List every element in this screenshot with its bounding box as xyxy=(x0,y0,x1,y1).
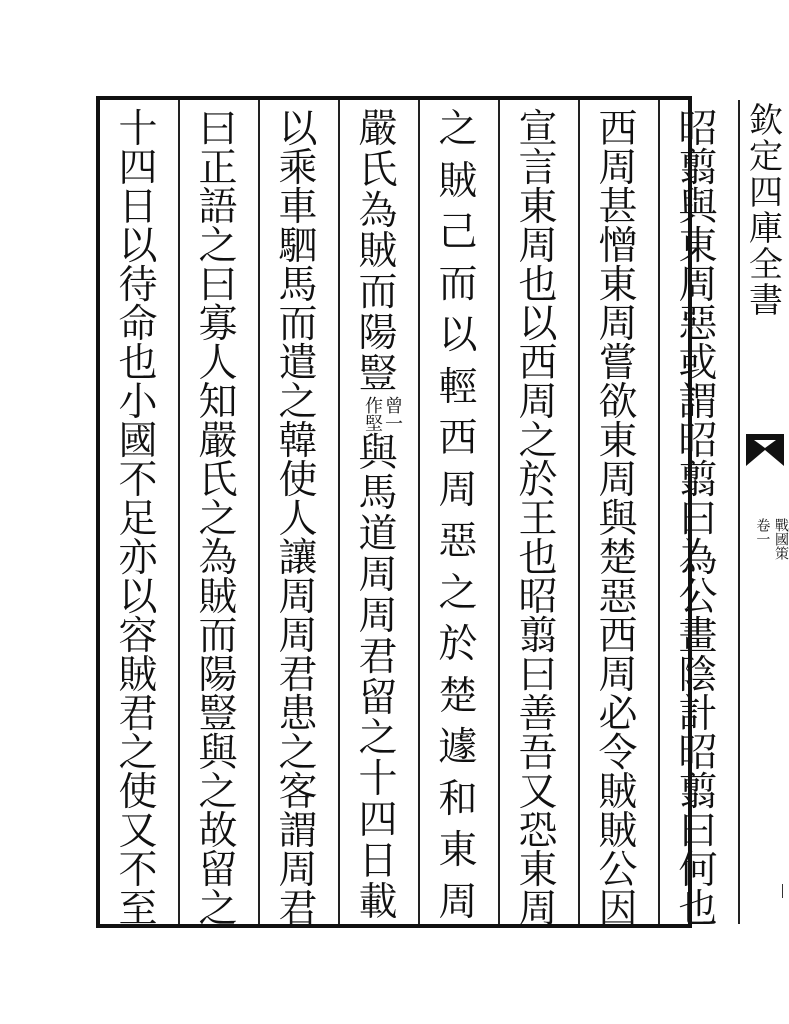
text-char: 命 xyxy=(118,302,158,347)
margin-book-name: 戰國策 xyxy=(773,518,789,560)
text-char: 之 xyxy=(278,731,318,776)
text-char: 四 xyxy=(358,798,398,844)
text-char: 西 xyxy=(598,107,638,152)
text-char: 寡 xyxy=(198,302,238,347)
text-char: 東 xyxy=(598,419,638,464)
text-char: 惡 xyxy=(678,302,718,347)
text-char: 至 xyxy=(118,887,158,932)
text-char: 之 xyxy=(518,419,558,464)
text-char: 賊 xyxy=(198,575,238,620)
text-char: 曰 xyxy=(678,809,718,854)
text-char: 東 xyxy=(518,848,558,893)
text-char: 陰 xyxy=(678,653,718,698)
text-char: 嚴 xyxy=(358,107,398,152)
text-char: 道 xyxy=(358,512,398,558)
margin-juan: 卷一 xyxy=(754,518,771,546)
text-char: 昭 xyxy=(678,419,718,464)
text-char: 不 xyxy=(118,848,158,893)
text-char: 翦 xyxy=(678,146,718,191)
text-char: 嘗 xyxy=(598,341,638,386)
text-char: 正 xyxy=(198,146,238,191)
text-char: 之 xyxy=(438,107,478,152)
text-char: 容 xyxy=(118,614,158,659)
margin-title-char: 庫 xyxy=(749,209,783,249)
text-char: 也 xyxy=(118,341,158,386)
text-char: 語 xyxy=(198,185,238,230)
text-column xyxy=(110,107,166,932)
text-char: 與 xyxy=(198,731,238,776)
interlinear-note xyxy=(355,396,401,432)
text-char: 氏 xyxy=(198,458,238,503)
book-series-title xyxy=(748,101,784,321)
text-char: 惡 xyxy=(598,575,638,620)
text-char: 為 xyxy=(358,188,398,234)
text-char: 也 xyxy=(518,536,558,581)
text-char: 欲 xyxy=(598,380,638,425)
text-char: 乘 xyxy=(278,146,318,191)
text-char: 四 xyxy=(118,146,158,191)
column-rule xyxy=(578,100,580,924)
text-char: 而 xyxy=(198,614,238,659)
text-char: 馬 xyxy=(358,471,398,517)
text-char: 謂 xyxy=(278,809,318,854)
text-char: 曰 xyxy=(198,107,238,152)
text-char: 周 xyxy=(358,593,398,639)
text-char: 曰 xyxy=(678,497,718,542)
text-char: 君 xyxy=(358,634,398,680)
text-char: 十 xyxy=(118,107,158,152)
text-char: 公 xyxy=(678,575,718,620)
text-char: 為 xyxy=(198,536,238,581)
text-char: 遽 xyxy=(438,725,478,771)
text-char: 也 xyxy=(678,887,718,932)
text-char: 憎 xyxy=(598,224,638,269)
text-char: 恐 xyxy=(518,809,558,854)
text-char: 留 xyxy=(198,848,238,893)
fishtail-mark-icon xyxy=(744,430,786,470)
text-char: 宣 xyxy=(518,107,558,152)
text-char: 周 xyxy=(598,458,638,503)
text-char: 吾 xyxy=(518,731,558,776)
column-rule xyxy=(258,100,260,924)
margin-column xyxy=(742,100,788,924)
text-char: 待 xyxy=(118,263,158,308)
text-char: 駟 xyxy=(278,224,318,269)
text-char: 甚 xyxy=(598,185,638,230)
text-char: 東 xyxy=(598,263,638,308)
text-char: 足 xyxy=(118,497,158,542)
column-rule xyxy=(738,100,740,924)
text-char: 惡 xyxy=(438,519,478,565)
text-char: 嚴 xyxy=(198,419,238,464)
text-char: 周 xyxy=(438,879,478,925)
text-char: 畫 xyxy=(678,614,718,659)
text-char: 以 xyxy=(118,575,158,620)
text-char: 而 xyxy=(438,261,478,307)
text-char: 昭 xyxy=(518,575,558,620)
text-char: 何 xyxy=(678,848,718,893)
text-char: 之 xyxy=(358,716,398,762)
text-char: 氏 xyxy=(358,147,398,193)
text-char: 賊 xyxy=(358,229,398,275)
text-char: 周 xyxy=(518,224,558,269)
text-char: 使 xyxy=(278,458,318,503)
text-char: 昭 xyxy=(678,731,718,776)
text-char: 君 xyxy=(118,692,158,737)
text-char: 翦 xyxy=(518,614,558,659)
text-char: 東 xyxy=(678,224,718,269)
text-char: 西 xyxy=(518,341,558,386)
text-column xyxy=(670,107,726,932)
text-char: 周 xyxy=(598,302,638,347)
text-char: 國 xyxy=(118,419,158,464)
text-char: 周 xyxy=(358,553,398,599)
note-line: 曾一 xyxy=(382,395,403,432)
text-char: 患 xyxy=(278,692,318,737)
text-char: 曰 xyxy=(518,653,558,698)
text-column xyxy=(190,107,246,932)
text-char: 周 xyxy=(518,380,558,425)
text-char: 於 xyxy=(438,622,478,668)
text-char: 載 xyxy=(358,879,398,925)
text-char: 亦 xyxy=(118,536,158,581)
text-char: 周 xyxy=(518,887,558,932)
text-char: 周 xyxy=(278,848,318,893)
text-char: 十 xyxy=(358,757,398,803)
text-char: 留 xyxy=(358,675,398,721)
text-char: 之 xyxy=(198,770,238,815)
text-char: 豎 xyxy=(198,692,238,737)
text-char: 故 xyxy=(198,809,238,854)
text-char: 遣 xyxy=(278,341,318,386)
text-char: 車 xyxy=(278,185,318,230)
text-char: 與 xyxy=(358,430,398,476)
margin-title-char: 四 xyxy=(749,173,783,213)
column-rule xyxy=(178,100,180,924)
text-char: 周 xyxy=(278,614,318,659)
text-frame xyxy=(96,96,789,932)
text-char: 使 xyxy=(118,770,158,815)
text-char: 小 xyxy=(118,380,158,425)
text-char: 之 xyxy=(198,224,238,269)
text-char: 為 xyxy=(678,536,718,581)
margin-title-char: 全 xyxy=(749,245,783,285)
text-char: 而 xyxy=(278,302,318,347)
text-char: 之 xyxy=(438,570,478,616)
text-char: 與 xyxy=(598,497,638,542)
text-char: 計 xyxy=(678,692,718,737)
text-char: 周 xyxy=(598,146,638,191)
text-char: 君 xyxy=(278,653,318,698)
column-rule xyxy=(418,100,420,924)
text-char: 周 xyxy=(278,575,318,620)
margin-tick xyxy=(782,884,789,898)
text-char: 己 xyxy=(438,210,478,256)
margin-title-char: 書 xyxy=(749,281,783,321)
text-char: 豎 xyxy=(358,351,398,397)
text-char: 與 xyxy=(678,185,718,230)
text-char: 陽 xyxy=(358,311,398,357)
text-column xyxy=(510,107,566,932)
text-char: 周 xyxy=(678,263,718,308)
text-char: 之 xyxy=(278,380,318,425)
text-char: 楚 xyxy=(598,536,638,581)
text-char: 輕 xyxy=(438,364,478,410)
text-char: 讓 xyxy=(278,536,318,581)
text-char: 賊 xyxy=(598,809,638,854)
text-char: 楚 xyxy=(438,673,478,719)
text-char: 知 xyxy=(198,380,238,425)
margin-title-char: 定 xyxy=(749,137,783,177)
text-column xyxy=(270,107,326,932)
text-char: 不 xyxy=(118,458,158,503)
column-rule xyxy=(338,100,340,924)
text-char: 以 xyxy=(438,313,478,359)
text-char: 公 xyxy=(598,848,638,893)
text-column xyxy=(590,107,646,932)
text-char: 曰 xyxy=(198,263,238,308)
text-char: 以 xyxy=(278,107,318,152)
text-char: 日 xyxy=(118,185,158,230)
text-char: 於 xyxy=(518,458,558,503)
text-char: 必 xyxy=(598,692,638,737)
margin-book-info xyxy=(748,518,788,560)
note-line: 作堅 xyxy=(362,395,383,432)
text-char: 西 xyxy=(598,614,638,659)
text-char: 翦 xyxy=(678,770,718,815)
text-char: 日 xyxy=(358,838,398,884)
text-char: 賊 xyxy=(118,653,158,698)
text-char: 或 xyxy=(678,341,718,386)
column-rule xyxy=(498,100,500,924)
column-rule xyxy=(658,100,660,924)
text-char: 人 xyxy=(198,341,238,386)
text-char: 昭 xyxy=(678,107,718,152)
text-char: 之 xyxy=(198,497,238,542)
text-column xyxy=(350,107,406,925)
text-char: 西 xyxy=(438,416,478,462)
text-char: 馬 xyxy=(278,263,318,308)
text-char: 之 xyxy=(198,887,238,932)
text-char: 君 xyxy=(278,887,318,932)
text-char: 善 xyxy=(518,692,558,737)
text-char: 人 xyxy=(278,497,318,542)
text-char: 以 xyxy=(118,224,158,269)
text-char: 和 xyxy=(438,776,478,822)
text-char: 令 xyxy=(598,731,638,776)
text-char: 之 xyxy=(118,731,158,776)
text-char: 王 xyxy=(518,497,558,542)
text-char: 賊 xyxy=(438,158,478,204)
text-char: 言 xyxy=(518,146,558,191)
text-char: 翦 xyxy=(678,458,718,503)
text-char: 又 xyxy=(518,770,558,815)
text-char: 東 xyxy=(438,828,478,874)
text-char: 賊 xyxy=(598,770,638,815)
margin-title-char: 欽 xyxy=(749,101,783,141)
text-char: 而 xyxy=(358,270,398,316)
text-char: 謂 xyxy=(678,380,718,425)
text-column xyxy=(430,107,486,925)
text-char: 韓 xyxy=(278,419,318,464)
text-char: 陽 xyxy=(198,653,238,698)
text-char: 又 xyxy=(118,809,158,854)
text-char: 以 xyxy=(518,302,558,347)
text-char: 客 xyxy=(278,770,318,815)
text-char: 東 xyxy=(518,185,558,230)
text-char: 因 xyxy=(598,887,638,932)
text-char: 周 xyxy=(598,653,638,698)
text-char: 也 xyxy=(518,263,558,308)
text-char: 周 xyxy=(438,467,478,513)
